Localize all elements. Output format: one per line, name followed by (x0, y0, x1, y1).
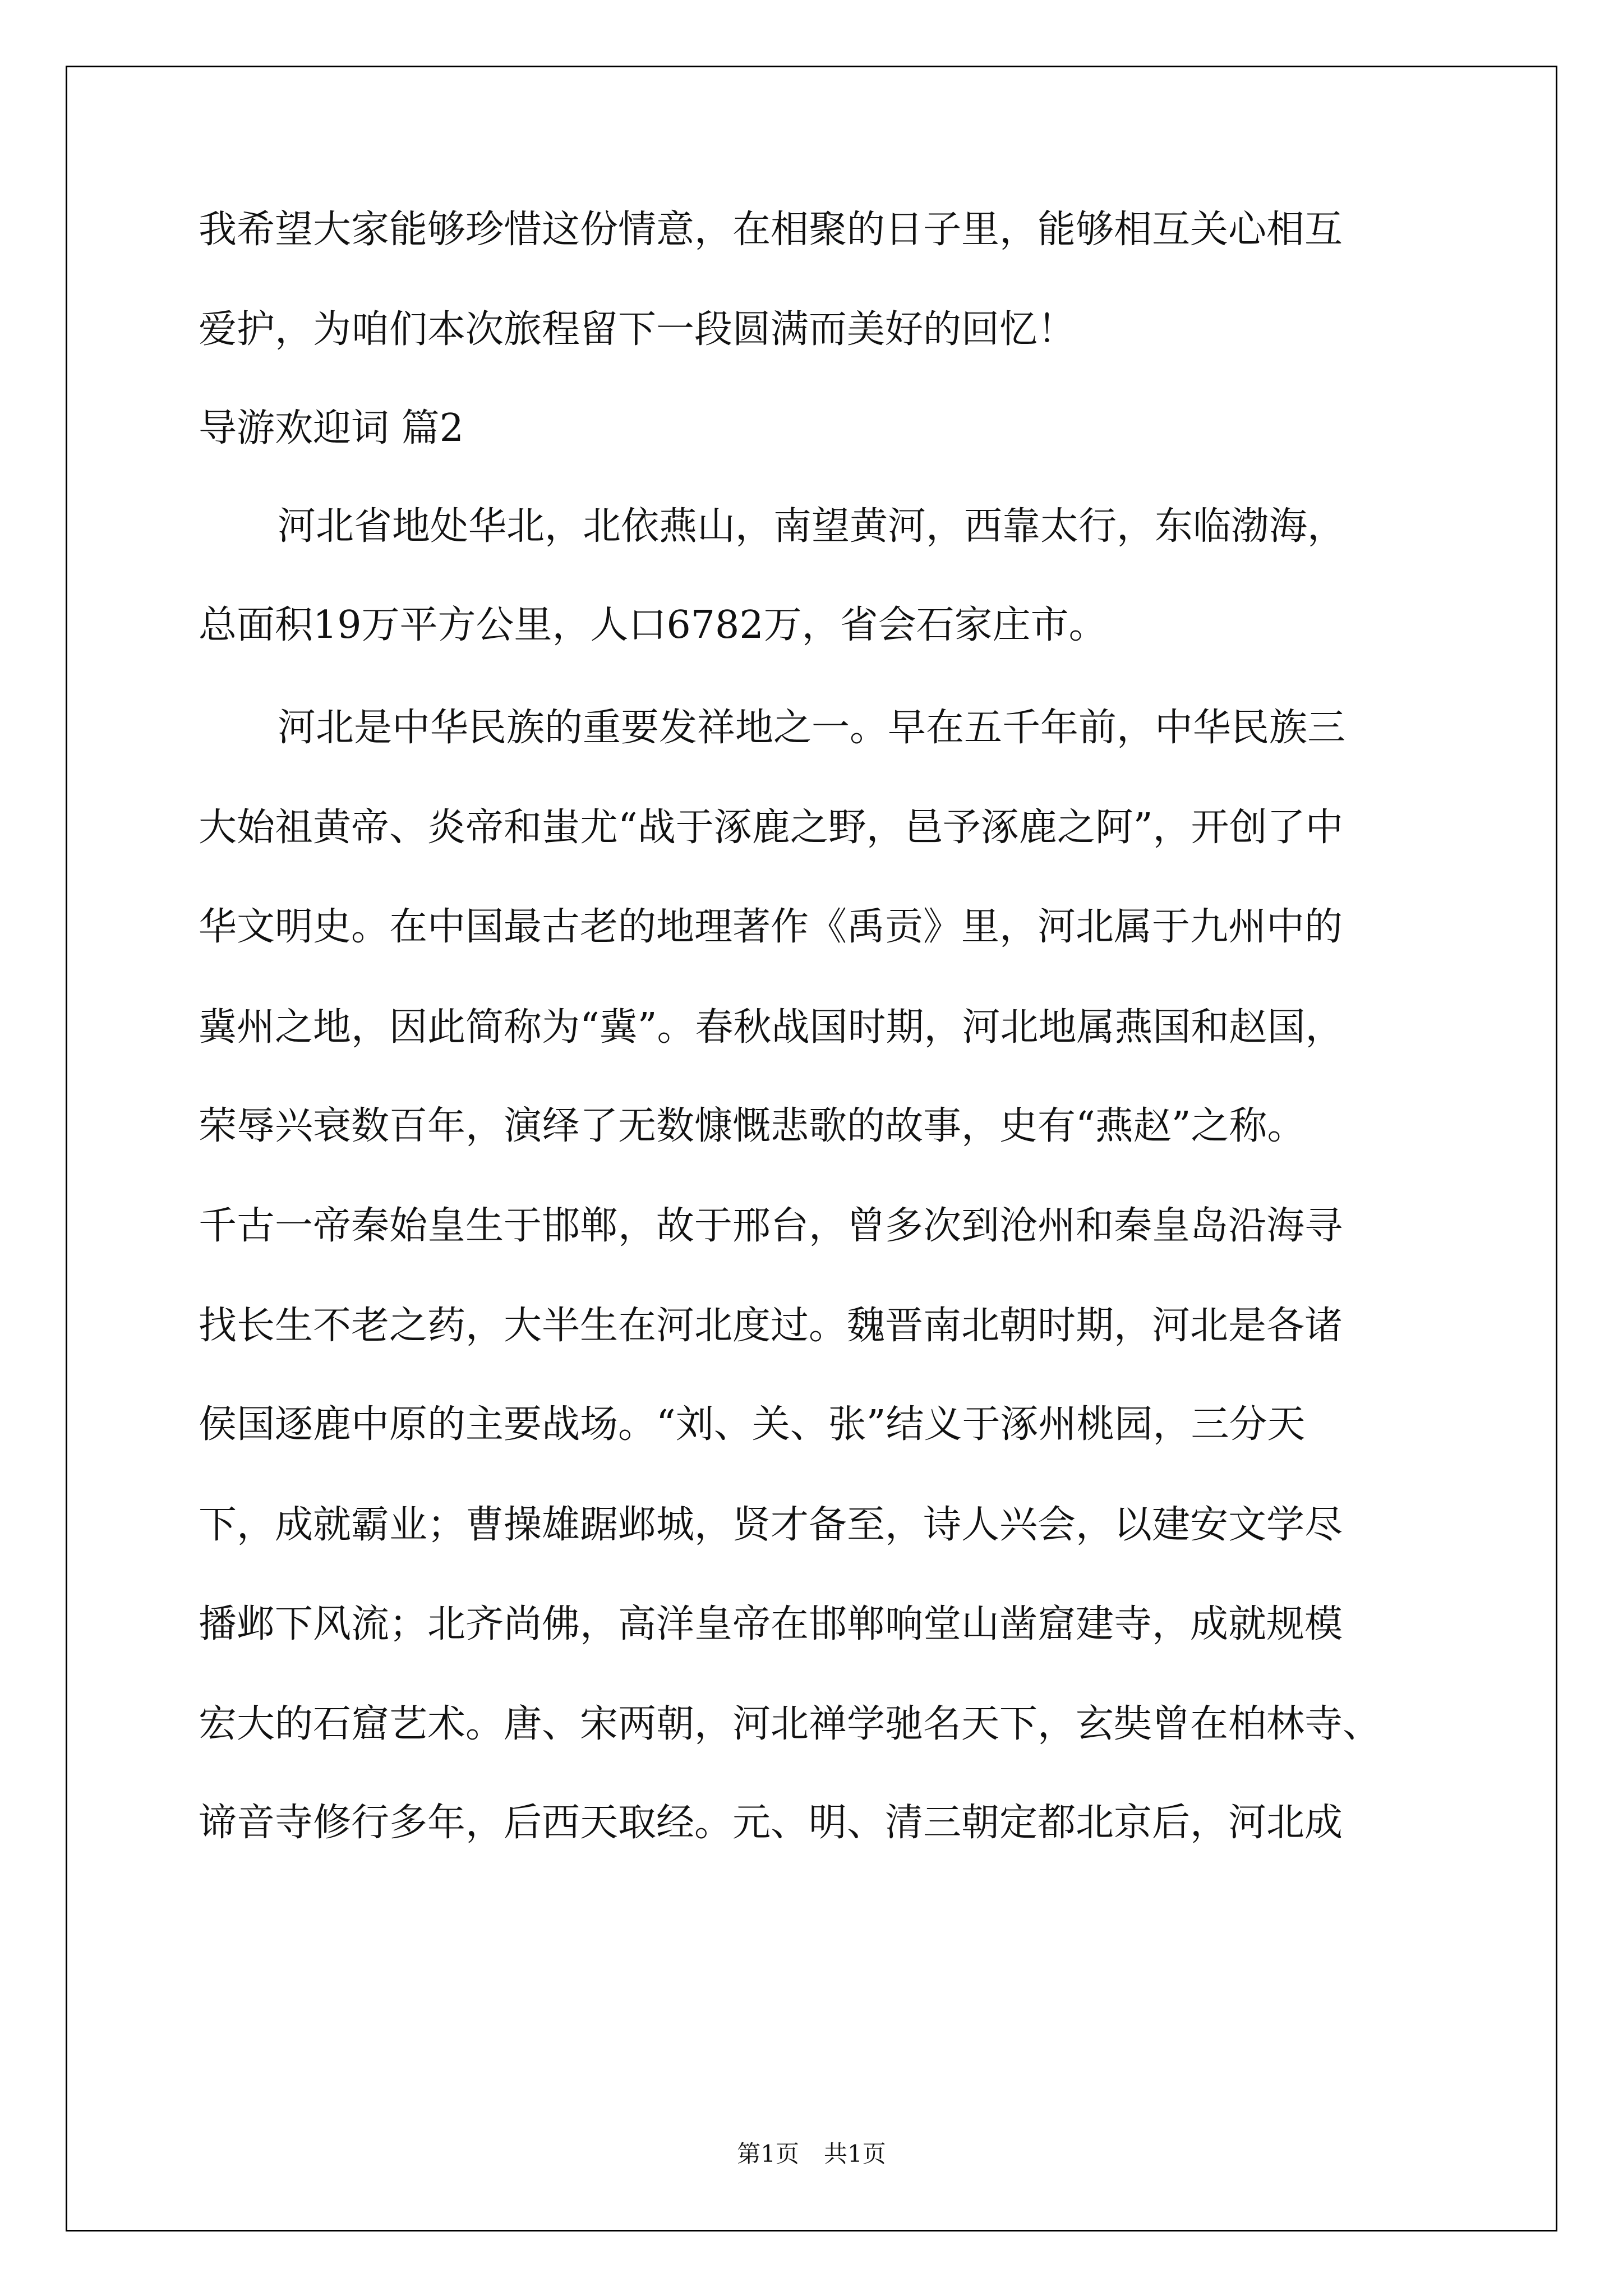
text-line: 播邺下风流；北齐尚佛，高洋皇帝在邯郸响堂山凿窟建寺，成就规模 (199, 1602, 1343, 1646)
text-line: 我希望大家能够珍惜这份情意，在相聚的日子里，能够相互关心相互 (199, 208, 1343, 252)
page-total: 共1页 (824, 2140, 886, 2168)
text-line: 侯国逐鹿中原的主要战场。“刘、关、张”结义于涿州桃园，三分天 (199, 1402, 1306, 1447)
text-line: 谛音寺修行多年，后西天取经。元、明、清三朝定都北京后，河北成 (199, 1801, 1343, 1845)
text-line: 千古一帝秦始皇生于邯郸，故于邢台，曾多次到沧州和秦皇岛沿海寻 (199, 1204, 1343, 1248)
text-line: 宏大的石窟艺术。唐、宋两朝，河北禅学驰名天下，玄奘曾在柏林寺、 (199, 1702, 1381, 1746)
section-heading: 导游欢迎词 篇2 (199, 406, 464, 450)
text-line: 爱护，为咱们本次旅程留下一段圆满而美好的回忆！ (199, 307, 1076, 352)
text-line: 华文明史。在中国最古老的地理著作《禹贡》里，河北属于九州中的 (199, 905, 1343, 949)
text-line: 荣辱兴衰数百年，演绎了无数慷慨悲歌的故事，史有“燕赵”之称。 (199, 1104, 1306, 1148)
page-number: 第1页 (737, 2140, 799, 2168)
text-line: 下，成就霸业；曹操雄踞邺城，贤才备至，诗人兴会，以建安文学尽 (199, 1503, 1343, 1547)
text-line: 找长生不老之药，大半生在河北度过。魏晋南北朝时期，河北是各诸 (199, 1304, 1343, 1348)
text-line: 河北省地处华北，北依燕山，南望黄河，西靠太行，东临渤海， (278, 504, 1346, 549)
page-footer (0, 2137, 1623, 2171)
text-line: 冀州之地，因此简称为“冀”。春秋战国时期，河北地属燕国和赵国， (199, 1005, 1344, 1050)
text-line: 河北是中华民族的重要发祥地之一。早在五千年前，中华民族三 (278, 706, 1346, 750)
text-line: 大始祖黄帝、炎帝和蚩尤“战于涿鹿之野，邑予涿鹿之阿”，开创了中 (199, 806, 1344, 850)
text-line: 总面积19万平方公里，人口6782万，省会石家庄市。 (199, 603, 1107, 647)
